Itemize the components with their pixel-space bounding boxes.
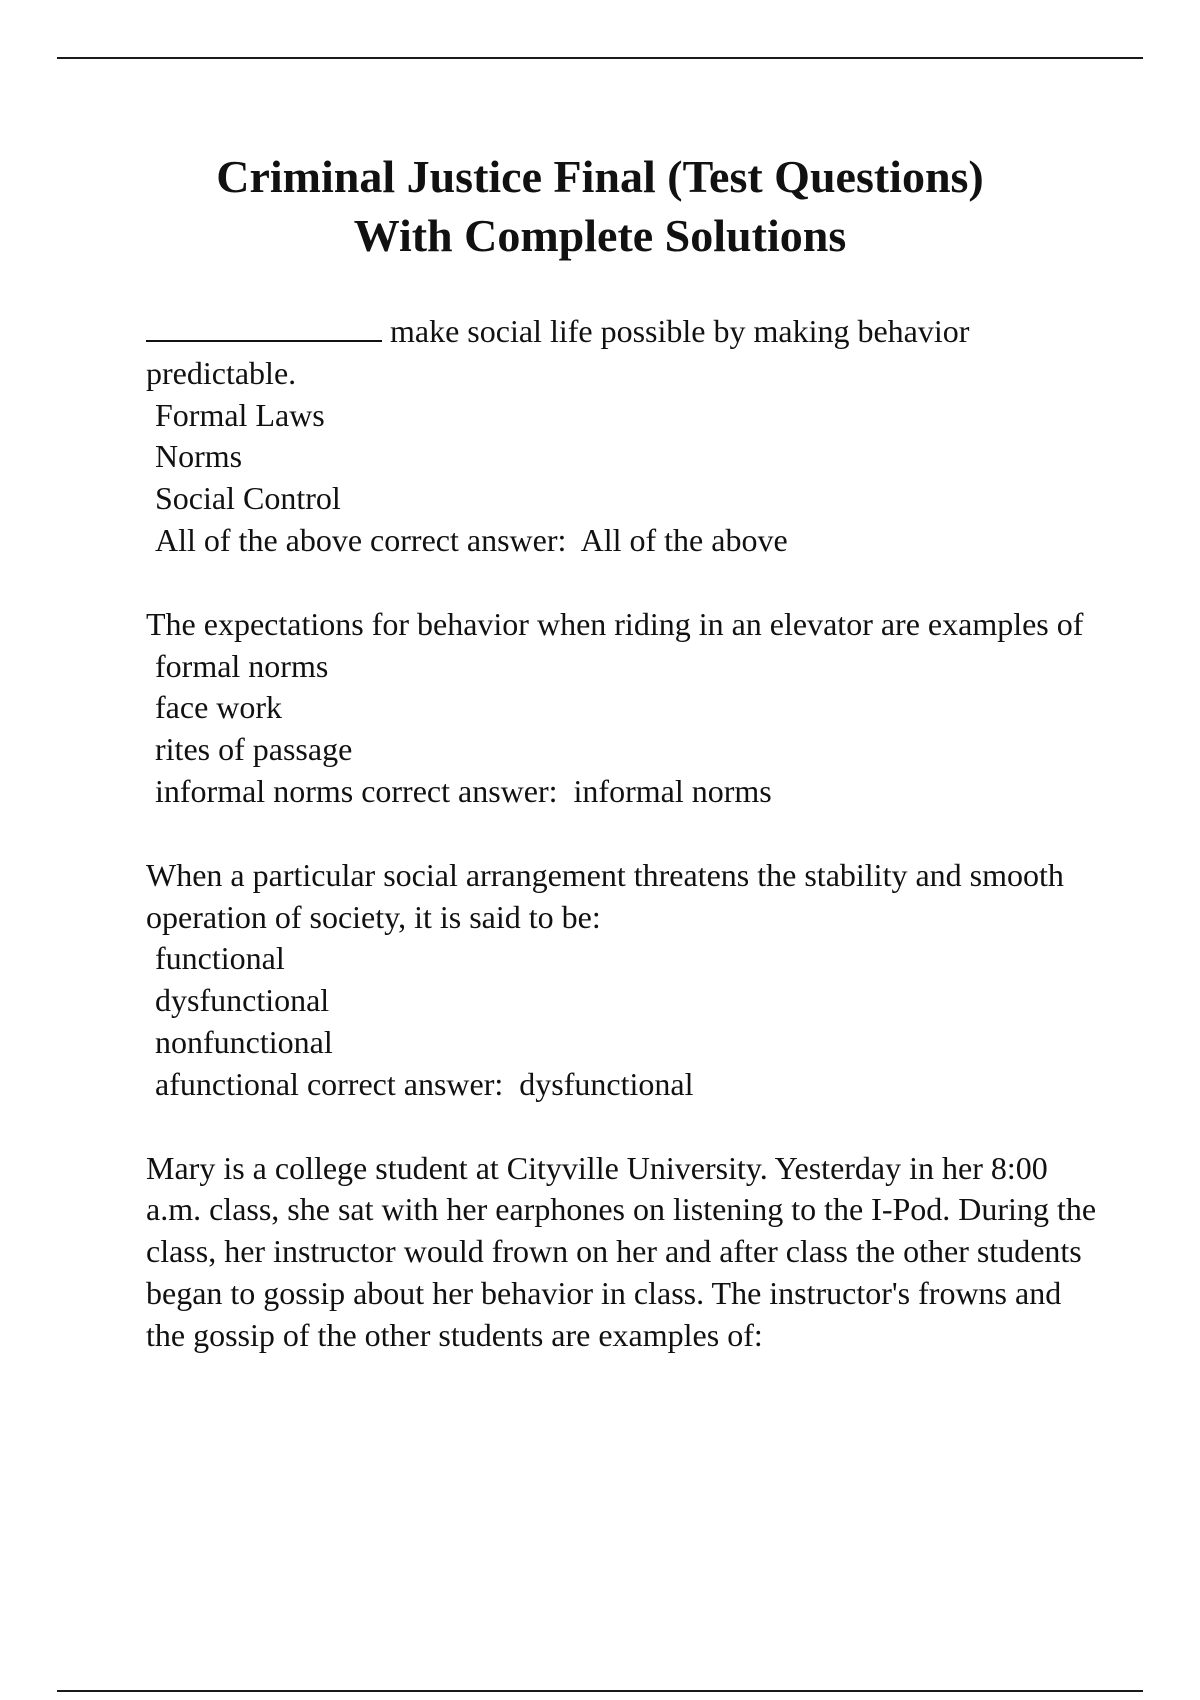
question-3-prompt: When a particular social arrangement threatens the stability and smooth operation of society, it is said to be: bbox=[146, 856, 1064, 935]
top-rule bbox=[57, 57, 1143, 59]
question-1-option-2: Norms bbox=[155, 438, 243, 475]
question-2-option-1: formal norms bbox=[155, 647, 329, 684]
page-title bbox=[60, 147, 1140, 265]
bottom-rule bbox=[57, 1690, 1143, 1692]
fill-in-blank bbox=[146, 312, 382, 342]
question-1 bbox=[146, 311, 1106, 562]
question-1-prompt bbox=[146, 311, 1106, 395]
question-3-option-2: dysfunctional bbox=[155, 982, 330, 1019]
question-3-option-4-answer: afunctional correct answer: dysfunctional bbox=[155, 1065, 694, 1102]
question-2-option-2: face work bbox=[155, 689, 283, 726]
question-2-option-3: rites of passage bbox=[155, 731, 353, 768]
question-2 bbox=[146, 604, 1106, 813]
question-2-prompt: The expectations for behavior when riding in an elevator are examples of bbox=[146, 605, 1084, 642]
question-3-option-3: nonfunctional bbox=[155, 1023, 333, 1060]
question-list bbox=[146, 311, 1106, 1399]
question-2-option-4-answer: informal norms correct answer: informal norms bbox=[155, 772, 772, 809]
question-1-option-1: Formal Laws bbox=[155, 396, 325, 433]
title-line-2: With Complete Solutions bbox=[353, 210, 847, 261]
question-1-option-4-answer: All of the above correct answer: All of the above bbox=[155, 521, 788, 558]
question-3 bbox=[146, 855, 1106, 1106]
question-4 bbox=[146, 1148, 1106, 1357]
question-4-prompt: Mary is a college student at Cityville University. Yesterday in her 8:00 a.m. class, she sat with her earphones on listening to the I-Pod. During the class, her instructor would frown on her and after class the other students began to gossip about her behavior in class. The instructor's frowns and the gossip of the other students are examples of: bbox=[146, 1149, 1097, 1353]
question-3-option-1: functional bbox=[155, 940, 285, 977]
title-line-1: Criminal Justice Final (Test Questions) bbox=[216, 151, 984, 202]
question-1-option-3: Social Control bbox=[155, 480, 341, 517]
question-1-prompt-text: make social life possible by making behavior predictable. bbox=[146, 313, 970, 391]
